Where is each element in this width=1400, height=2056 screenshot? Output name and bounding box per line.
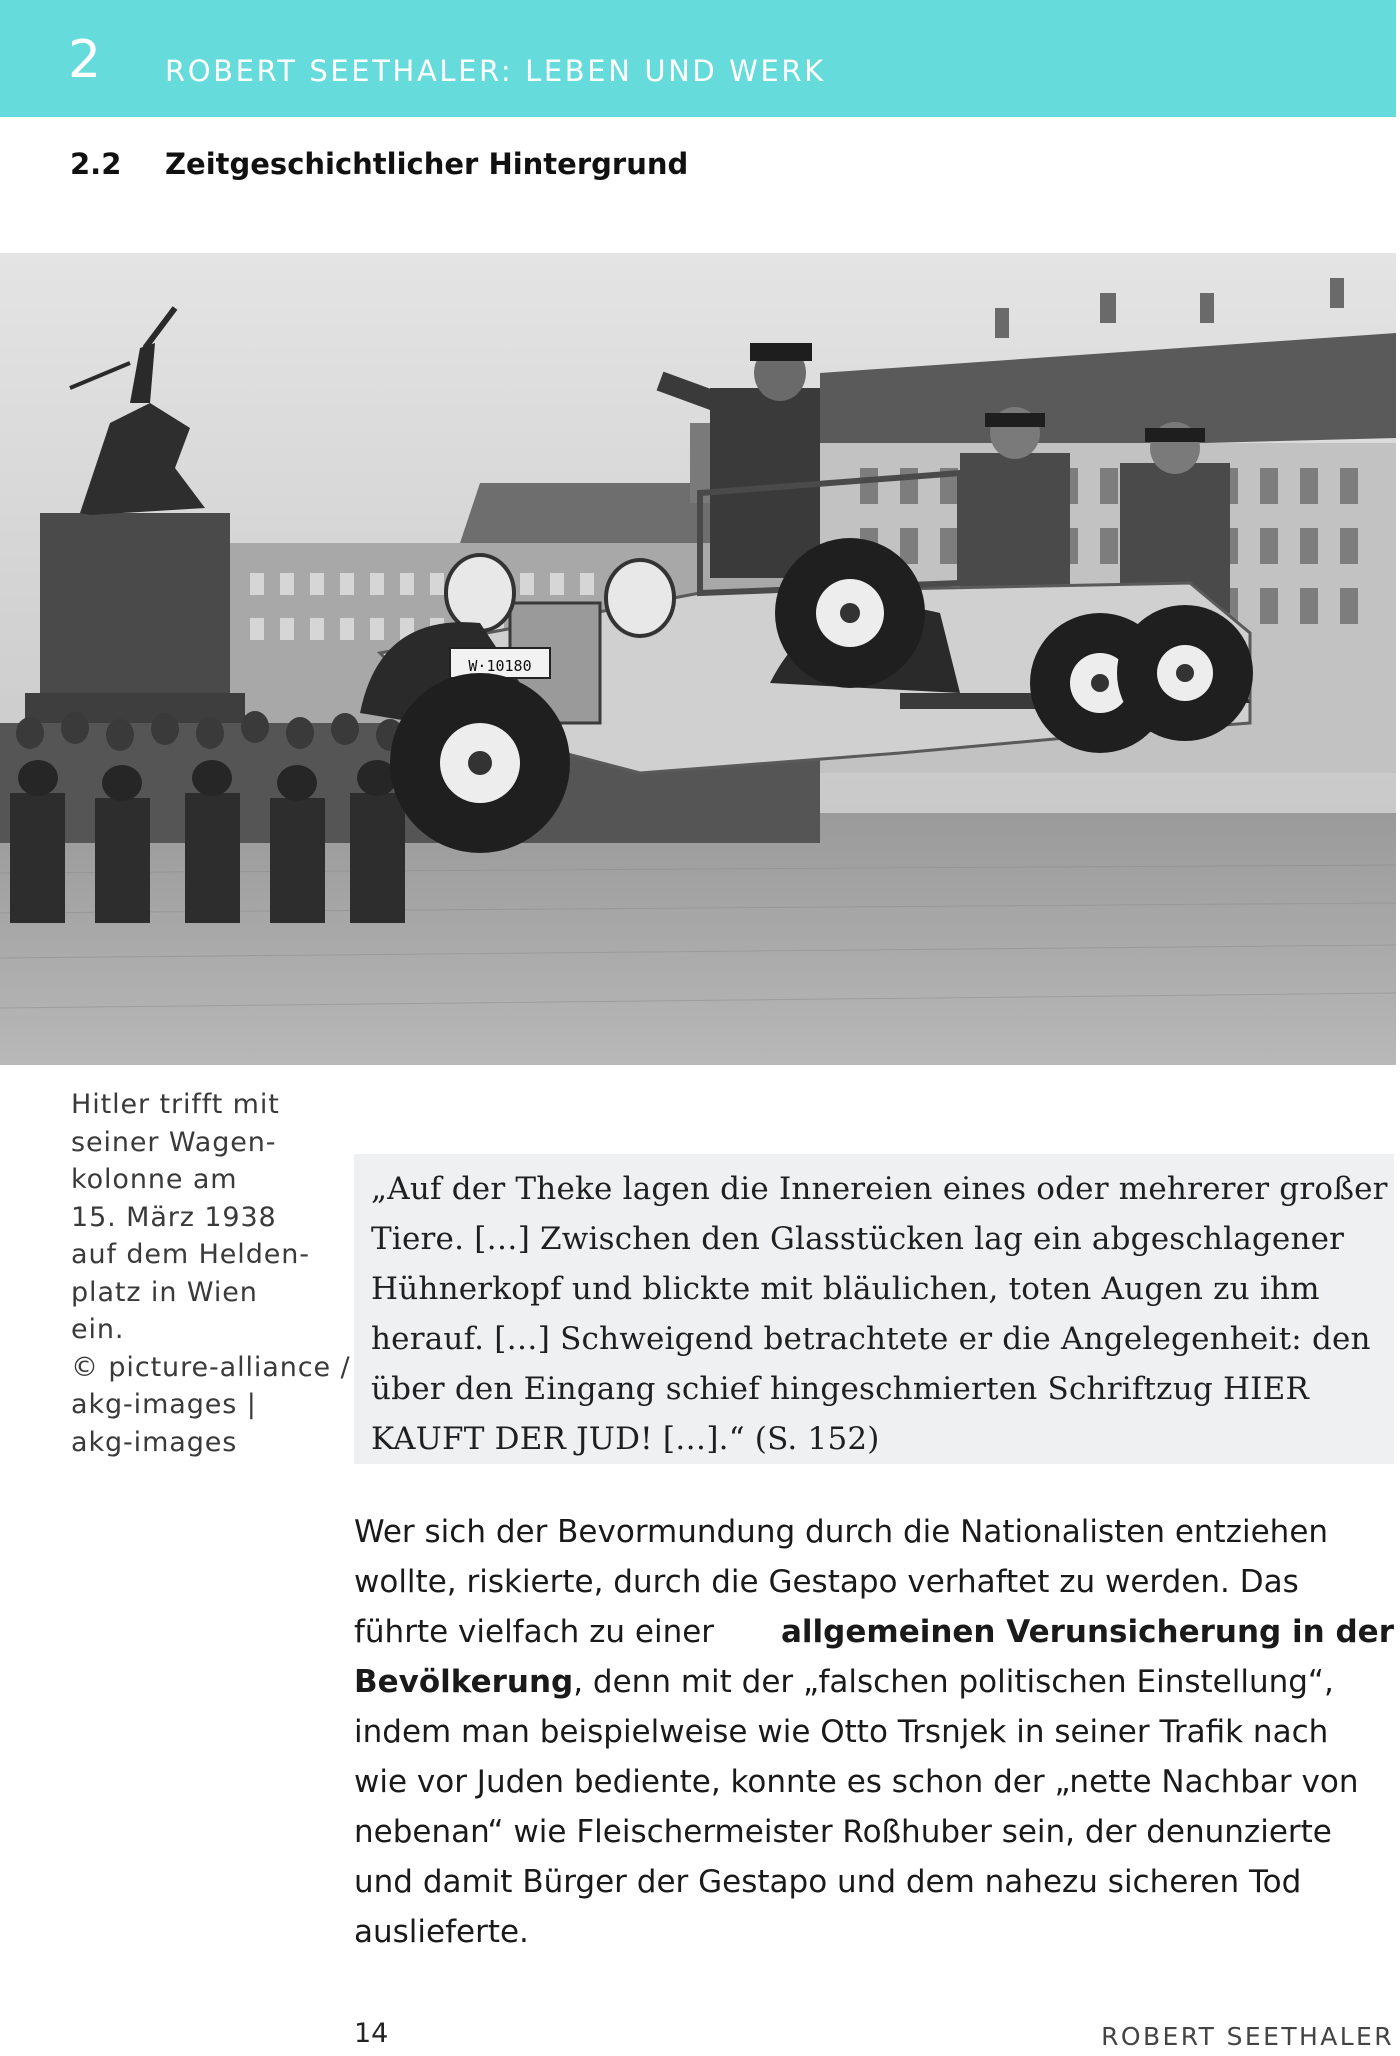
quote-line: Hühnerkopf und blickte mit bläulichen, toten Augen zu ihm (371, 1271, 1320, 1307)
body-line (354, 1707, 1394, 1757)
quote-line: „Auf der Theke lagen die Innereien eines oder mehrerer großer (371, 1171, 1388, 1207)
caption-line: Hitler trifft mit (71, 1089, 280, 1120)
body-emphasis: allgemeinen Verunsicherung in der (781, 1614, 1394, 1650)
body-text-segment: wie vor Juden bediente, konnte es schon der „nette Nachbar von (354, 1764, 1359, 1800)
body-text-segment: Wer sich der Bevormundung durch die Nationalisten entziehen (354, 1514, 1329, 1550)
quote-box (354, 1154, 1394, 1464)
body-line (354, 1907, 1394, 1957)
body-line (354, 1657, 1394, 1707)
section-number: 2.2 (70, 147, 122, 181)
body-line (354, 1507, 1394, 1557)
caption-line: auf dem Helden- (71, 1239, 310, 1270)
body-text-segment: auslieferte. (354, 1914, 529, 1950)
body-line (354, 1607, 1394, 1657)
chapter-header-band (0, 0, 1396, 117)
body-text-segment: führte vielfach zu einer (354, 1614, 715, 1650)
license-plate-text: W·10180 (468, 657, 532, 675)
photo-illustration (0, 253, 1396, 1065)
historical-photograph (0, 253, 1396, 1065)
quote-line: KAUFT DER JUD! […].“ (S. 152) (371, 1421, 880, 1457)
caption-line: © picture-alliance / (71, 1351, 351, 1383)
body-text-segment: nebenan“ wie Fleischermeister Roßhuber sein, der denunzierte (354, 1814, 1332, 1850)
caption-line: akg-images (71, 1426, 238, 1458)
caption-line: seiner Wagen- (71, 1126, 277, 1158)
caption-line: akg-images | (71, 1389, 257, 1420)
footer-author: ROBERT SEETHALER (1101, 2022, 1394, 2051)
caption-line: platz in Wien (71, 1276, 258, 1308)
quote-line: über den Eingang schief hingeschmierten Schriftzug HIER (371, 1371, 1310, 1407)
chapter-title: ROBERT SEETHALER: LEBEN UND WERK (165, 54, 826, 88)
body-line (354, 1857, 1394, 1907)
body-text-segment: indem man beispielweise wie Otto Trsnjek in seiner Trafik nach (354, 1714, 1329, 1750)
caption-line: ein. (71, 1314, 125, 1345)
page-number: 14 (354, 2018, 389, 2049)
body-line (354, 1757, 1394, 1807)
body-line (354, 1807, 1394, 1857)
body-text-segment: , denn mit der „falschen politischen Einstellung“, (573, 1664, 1334, 1700)
quote-line: Tiere. […] Zwischen den Glasstücken lag ein abgeschlagener (371, 1221, 1345, 1257)
body-text-segment: und damit Bürger der Gestapo und dem nahezu sicheren Tod (354, 1864, 1302, 1900)
body-line (354, 1557, 1394, 1607)
caption-line: kolonne am (71, 1164, 238, 1195)
body-emphasis: Bevölkerung (354, 1664, 574, 1700)
body-text-segment: wollte, riskierte, durch die Gestapo verhaftet zu werden. Das (354, 1564, 1299, 1600)
photo-caption (71, 1086, 351, 1461)
section-title: Zeitgeschichtlicher Hintergrund (165, 147, 689, 181)
chapter-number: 2 (68, 30, 102, 90)
body-paragraph (354, 1507, 1394, 1957)
caption-line: 15. März 1938 (71, 1201, 277, 1233)
quote-line: herauf. […] Schweigend betrachtete er die Angelegenheit: den (371, 1321, 1371, 1357)
